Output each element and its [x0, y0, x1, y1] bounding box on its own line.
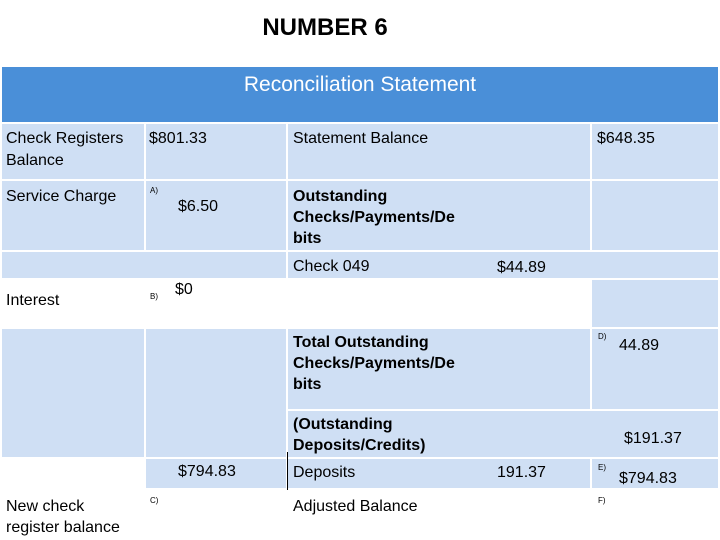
deposits-label: Deposits [293, 464, 356, 481]
service-charge-value: $6.50 [178, 198, 219, 215]
cell-right-value-r4 [592, 280, 718, 327]
page-title: NUMBER 6 [262, 14, 388, 41]
statement-balance-value: $648.35 [597, 130, 655, 147]
total-outstanding-marker: D) [598, 332, 607, 341]
new-check-label-line2: register balance [6, 519, 120, 536]
statement-header-text: Reconciliation Statement [243, 73, 477, 96]
total-outstanding-label: Total Outstanding [293, 334, 429, 351]
check-registers-value: $801.33 [149, 130, 207, 147]
new-check-marker: C) [150, 496, 159, 505]
check-049-value: $44.89 [497, 259, 546, 276]
outstanding-label: Outstanding [293, 188, 388, 205]
cell-left-full-r3 [2, 252, 286, 278]
outstanding-label-line3: bits [293, 230, 322, 247]
statement-balance-label: Statement Balance [293, 130, 429, 147]
new-check-label: New check [6, 498, 85, 515]
check-registers-label: Check Registers [6, 130, 124, 147]
cell-right-value-r2 [592, 181, 718, 250]
deposits-value: 191.37 [497, 464, 546, 481]
total-outstanding-label-line2: Checks/Payments/De [293, 355, 455, 372]
outstanding-deposits-label: (Outstanding [293, 416, 393, 433]
total-outstanding-value: 44.89 [619, 337, 660, 354]
interest-label: Interest [6, 292, 60, 309]
service-charge-marker: A) [150, 186, 158, 195]
adjusted-balance-marker: F) [598, 496, 606, 505]
check-049-label: Check 049 [293, 258, 370, 275]
interest-value: $0 [175, 281, 193, 298]
outstanding-label-line2: Checks/Payments/De [293, 209, 455, 226]
deposits-divider [287, 452, 288, 490]
outstanding-deposits-label-line2: Deposits/Credits) [293, 437, 426, 454]
cell-left-value-r5 [146, 329, 286, 457]
adjusted-balance-label: Adjusted Balance [293, 498, 418, 515]
deposits-total: $794.83 [619, 470, 677, 487]
statement-header [2, 67, 718, 122]
subtotal-value: $794.83 [178, 463, 236, 480]
outstanding-deposits-value: $191.37 [624, 430, 682, 447]
cell-left-label-r5 [2, 329, 144, 457]
service-charge-label: Service Charge [6, 188, 117, 205]
total-outstanding-label-line3: bits [293, 376, 322, 393]
check-registers-label-line2: Balance [6, 152, 64, 169]
deposits-marker: E) [598, 463, 606, 472]
interest-marker: B) [150, 292, 158, 301]
